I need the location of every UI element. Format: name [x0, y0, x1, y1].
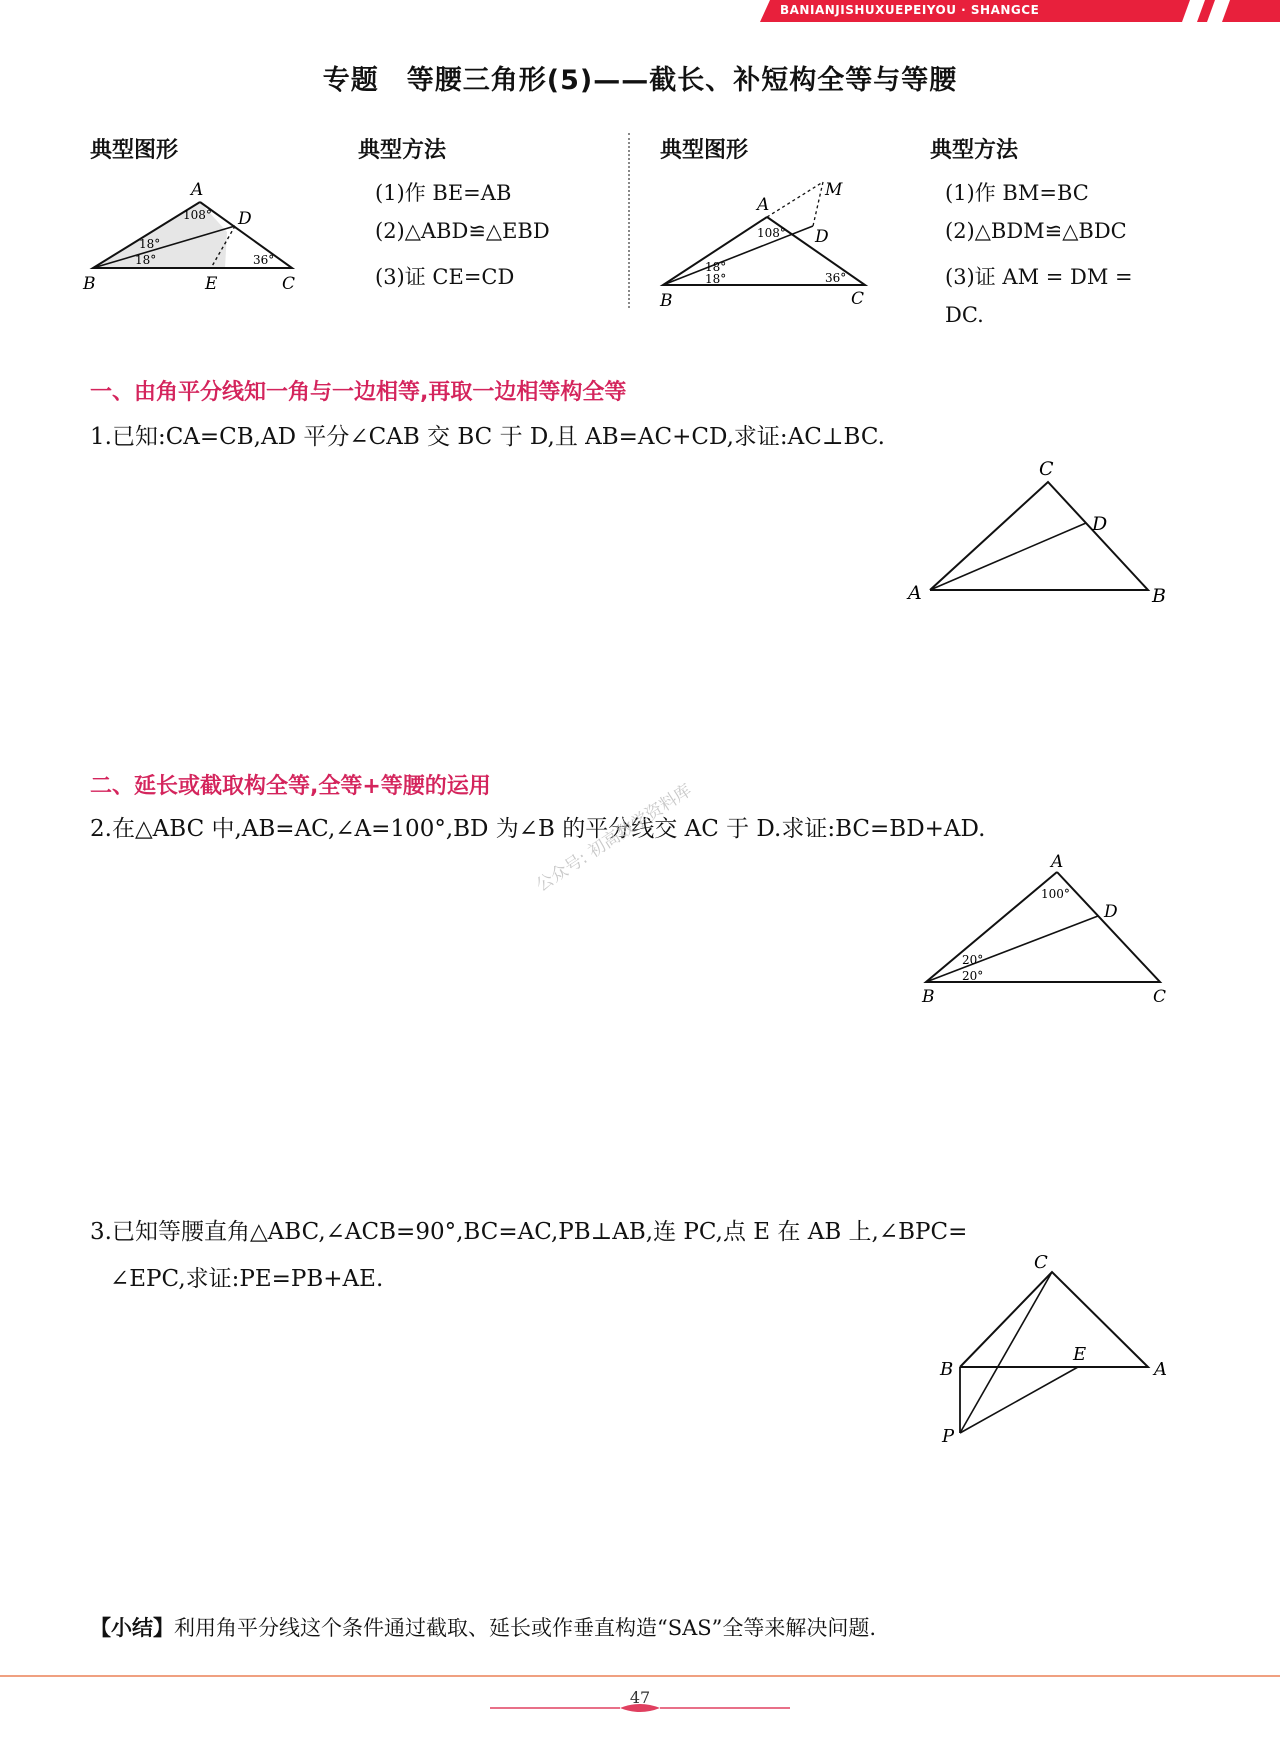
section-2-heading: 二、延长或截取构全等,全等+等腰的运用	[90, 774, 491, 799]
summary-label: 【小结】	[90, 1616, 174, 1640]
fig-label-b: B	[660, 291, 673, 311]
problem-1-figure	[900, 455, 1180, 615]
left-figure-heading: 典型图形	[90, 138, 179, 163]
summary	[90, 1612, 876, 1642]
angle-label-36: 36°	[253, 253, 275, 267]
problem-3-figure	[930, 1250, 1180, 1450]
fig-label-c: C	[1153, 987, 1167, 1007]
fig-label-a: A	[908, 582, 922, 604]
angle-label-18-upper: 18°	[705, 260, 727, 274]
page-number: 47	[629, 1688, 651, 1707]
problem-3-text-line-2: ∠EPC,求证:PE=PB+AE.	[110, 1266, 384, 1292]
right-method-heading: 典型方法	[930, 138, 1019, 163]
angle-label-108: 108°	[757, 226, 786, 240]
banner-text: BANIANJISHUXUEPEIYOU · SHANGCE	[780, 3, 1040, 17]
angle-label-100: 100°	[1041, 887, 1070, 901]
fig-label-d: D	[1104, 902, 1118, 922]
fig-label-c: C	[1034, 1252, 1048, 1273]
right-typical-figure	[655, 170, 885, 315]
problem-2-figure	[910, 850, 1180, 1010]
fig-label-b: B	[922, 987, 935, 1007]
right-step-1: (1)作 BM=BC	[945, 181, 1089, 205]
fig-label-b: B	[940, 1359, 954, 1380]
angle-label-18-upper: 18°	[139, 237, 161, 251]
angle-label-20-lower: 20°	[962, 969, 984, 983]
fig-label-d: D	[238, 209, 252, 229]
left-step-1: (1)作 BE=AB	[375, 181, 512, 205]
fig-label-p: P	[942, 1426, 955, 1447]
angle-label-18-lower: 18°	[135, 253, 157, 267]
section-1-heading: 一、由角平分线知一角与一边相等,再取一边相等构全等	[90, 380, 627, 405]
fig-label-a: A	[1154, 1359, 1167, 1380]
fig-label-d: D	[815, 227, 829, 247]
angle-label-20-upper: 20°	[962, 953, 984, 967]
fig-label-c: C	[1039, 458, 1054, 480]
problem-2-text: 2.在△ABC 中,AB=AC,∠A=100°,BD 为∠B 的平分线交 AC 于 D.求证:BC=BD+AD.	[90, 816, 986, 842]
fig-label-c: C	[282, 274, 296, 294]
fig-label-b: B	[1152, 585, 1166, 607]
fig-label-m: M	[825, 180, 843, 200]
angle-label-18-lower: 18°	[705, 272, 727, 286]
fig-label-d: D	[1092, 513, 1108, 535]
left-step-3: (3)证 CE=CD	[375, 265, 515, 289]
angle-label-36: 36°	[825, 271, 847, 285]
problem-1-text: 1.已知:CA=CB,AD 平分∠CAB 交 BC 于 D,且 AB=AC+CD,求证:AC⊥BC.	[90, 424, 885, 450]
problem-3-text-line-1: 3.已知等腰直角△ABC,∠ACB=90°,BC=AC,PB⊥AB,连 PC,点 E 在 AB 上,∠BPC=	[90, 1219, 968, 1245]
left-step-2: (2)△ABD≌△EBD	[375, 219, 550, 243]
right-step-3-cont: DC.	[945, 303, 984, 327]
left-method-heading: 典型方法	[358, 138, 447, 163]
fig-label-a: A	[757, 195, 770, 215]
fig-label-a: A	[191, 180, 204, 200]
fig-label-a: A	[1051, 852, 1064, 872]
footer-rule	[0, 1675, 1280, 1677]
left-typical-figure	[85, 175, 305, 295]
fig-label-e: E	[1073, 1344, 1087, 1365]
fig-label-c: C	[851, 289, 865, 309]
angle-label-108: 108°	[183, 208, 212, 222]
fig-label-e: E	[205, 274, 218, 294]
summary-text: 利用角平分线这个条件通过截取、延长或作垂直构造“SAS”全等来解决问题.	[174, 1616, 877, 1640]
column-divider	[628, 133, 630, 308]
right-step-2: (2)△BDM≌△BDC	[945, 219, 1127, 243]
fig-label-b: B	[83, 274, 96, 294]
page-title: 专题 等腰三角形(5)——截长、补短构全等与等腰	[322, 65, 958, 96]
right-figure-heading: 典型图形	[660, 138, 749, 163]
watermark: 公众号: 初高数学资料库	[532, 780, 696, 896]
right-step-3: (3)证 AM = DM =	[945, 265, 1133, 289]
